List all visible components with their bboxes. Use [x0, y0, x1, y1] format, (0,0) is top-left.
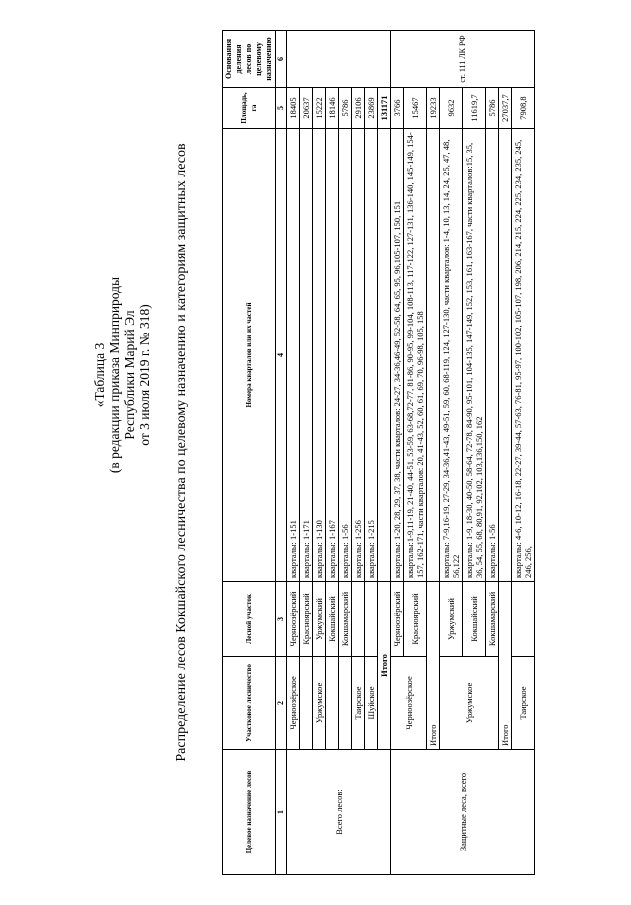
col-number: 3 — [276, 582, 287, 657]
quarters-cell: кварталы: 1-171 — [300, 129, 313, 582]
district-cell: Таирское — [512, 657, 535, 750]
quarters-cell: кварталы: 1-56 — [339, 129, 352, 582]
table-row — [352, 31, 365, 875]
table-row — [287, 31, 300, 875]
area-cell: 18405 — [287, 88, 300, 129]
area-cell: 9632 — [440, 88, 463, 129]
quarters-cell: кварталы: 1-215 — [365, 129, 378, 582]
quarters-cell: кварталы: 4-6, 10-12, 16-18, 22-27, 39-44, 57-63, 76-81, 95-97, 100-102, 105-107, 198, 206, 214, 215, 224, 225, 234, 235, 245, 246, 256, — [512, 129, 535, 582]
area-cell: 3766 — [391, 88, 404, 129]
col-header-basis: Основания деления лесов по целевому назначению — [223, 31, 276, 88]
basis-cell — [287, 31, 391, 88]
table-row — [313, 31, 326, 875]
district-cell: Таирское — [352, 657, 365, 750]
table-row — [440, 31, 463, 875]
plot-cell — [352, 582, 365, 657]
caption-line-3: Республики Марий Эл — [122, 310, 137, 440]
table-row — [391, 31, 404, 875]
district-cell — [339, 657, 352, 750]
quarters-cell: кварталы: 7-9,16-19, 27-29, 34-36,41-43, 49-51, 59, 60, 68-119, 124, 127-130, части кварталов: 1-4, 10, 13, 14, 24, 25, 47, 48, 56,122 — [440, 129, 463, 582]
basis-cell: ст. 111 ЛК РФ — [391, 31, 535, 88]
all-forests-label: Всего лесов: — [287, 750, 391, 875]
col-number: 4 — [276, 129, 287, 582]
area-cell: 20637 — [300, 88, 313, 129]
area-cell: 23869 — [365, 88, 378, 129]
plot-cell: Уржумский — [313, 582, 326, 657]
area-cell: 5786 — [339, 88, 352, 129]
quarters-cell: кварталы: 1-256 — [352, 129, 365, 582]
header-row — [223, 31, 276, 875]
total-area: 131171 — [378, 88, 391, 129]
table-row — [326, 31, 339, 875]
area-cell: 5786 — [486, 88, 499, 129]
district-cell — [300, 657, 313, 750]
subtotal-label: Итого — [499, 582, 512, 750]
column-number-row — [276, 31, 287, 875]
total-row — [427, 31, 440, 875]
table-row — [365, 31, 378, 875]
col-number: 5 — [276, 88, 287, 129]
table-row — [512, 31, 535, 875]
plot-cell — [365, 582, 378, 657]
area-cell: 18146 — [326, 88, 339, 129]
plot-cell: Черноозёрский — [287, 582, 300, 657]
plot-cell: Кокшайский — [463, 582, 486, 657]
quarters-cell — [378, 129, 391, 582]
plot-cell — [512, 582, 535, 657]
col-header-plot: Лесной участок — [223, 582, 276, 657]
area-cell: 15467 — [404, 88, 427, 129]
caption-line-1: «Таблица 3 — [92, 342, 107, 408]
quarters-cell — [427, 129, 440, 582]
table-caption — [92, 225, 152, 525]
total-row — [378, 31, 391, 875]
col-number: 2 — [276, 657, 287, 750]
caption-line-4: от 3 июля 2019 г. № 318) — [137, 304, 152, 446]
plot-cell: Красноярский — [404, 582, 427, 657]
total-row — [499, 31, 512, 875]
area-cell: 7908,8 — [512, 88, 535, 129]
district-cell: Черноозёрское — [287, 657, 300, 750]
caption-line-2: (в редакции приказа Минприроды — [107, 276, 122, 474]
quarters-cell: кварталы: 1-20, 28, 29, 37, 38, части кварталов: 24-27, 34-36,46-49, 52-58, 64, 65, 95, 96,105-107, 150, 151 — [391, 129, 404, 582]
plot-cell: Кокшамарский — [339, 582, 352, 657]
area-cell: 11619,7 — [463, 88, 486, 129]
document-title: Распределение лесов Кокшайского лесничества по целевому назначению и категориям защитных лесов — [174, 143, 189, 762]
total-label: Итого — [378, 582, 391, 750]
plot-cell: Кокшамарский — [486, 582, 499, 657]
col-header-purpose: Целевое назначение лесов — [223, 750, 276, 875]
table-row — [300, 31, 313, 875]
district-cell: Черноозёрское — [391, 657, 427, 750]
plot-cell: Красноярский — [300, 582, 313, 657]
subtotal-area: 27037,7 — [499, 88, 512, 129]
quarters-cell: кварталы: 1-130 — [313, 129, 326, 582]
quarters-cell: кварталы:1-9,11-19, 21-40, 44-51, 53-59, 63-68,72-77, 81-86, 90-95, 99-104, 108-113, 117-122, 127-131, 136-140, 145-149, 154-157, 162-171, части кварталов: 20, 41-43, 52, 60, 61, 69, 70, 96-98, 105, 158 — [404, 129, 427, 582]
col-header-district: Участковое лесничество — [223, 657, 276, 750]
quarters-cell: кварталы: 1-9, 18-30, 40-50, 58-64, 72-78, 84-90, 95-101, 104-135, 147-149, 152, 153, 161, 163-167, части кварталов:15, 35, 36, 54, 55, 68, 80,91, 92,102, 103,136,150, 162 — [463, 129, 486, 582]
district-cell: Уржумское — [440, 657, 499, 750]
district-cell: Уржумское — [313, 657, 326, 750]
plot-cell: Кокшайский — [326, 582, 339, 657]
subtotal-label: Итого — [427, 582, 440, 750]
quarters-cell: кварталы: 1-56 — [486, 129, 499, 582]
col-header-quarters: Номера кварталов или их частей — [223, 129, 276, 582]
plot-cell: Уржумский — [440, 582, 463, 657]
col-number: 6 — [276, 31, 287, 88]
plot-cell: Черноозёрский — [391, 582, 404, 657]
district-cell: Шуйское — [365, 657, 378, 750]
subtotal-area: 19233 — [427, 88, 440, 129]
forest-distribution-table — [222, 30, 535, 875]
quarters-cell: кварталы: 1-167 — [326, 129, 339, 582]
col-header-area: Площадь, га — [223, 88, 276, 129]
table-row — [339, 31, 352, 875]
protective-label: Защитные леса, всего — [391, 750, 535, 875]
col-number: 1 — [276, 750, 287, 875]
area-cell: 15222 — [313, 88, 326, 129]
quarters-cell — [499, 129, 512, 582]
district-cell — [326, 657, 339, 750]
quarters-cell: кварталы: 1-151 — [287, 129, 300, 582]
area-cell: 29106 — [352, 88, 365, 129]
